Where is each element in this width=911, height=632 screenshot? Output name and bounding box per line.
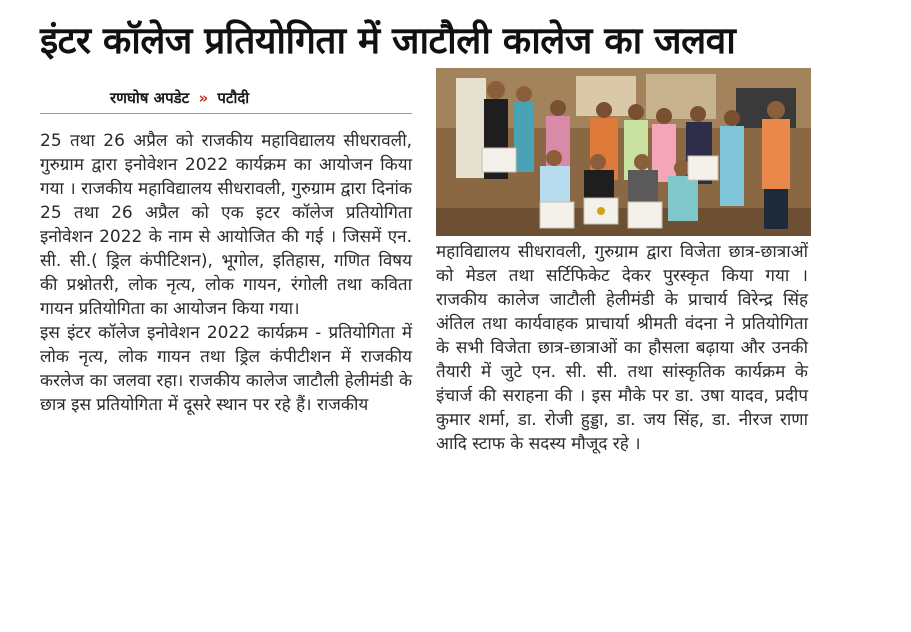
article-column-left — [40, 129, 412, 417]
byline — [110, 88, 249, 108]
article-column-right — [436, 240, 808, 456]
headline: इंटर कॉलेज प्रतियोगिता में जाटौली कालेज का जलवा — [40, 19, 736, 62]
byline-separator: » — [198, 89, 209, 107]
byline-source: रणघोष अपडेट — [110, 89, 190, 107]
byline-divider — [40, 113, 412, 114]
news-photo — [436, 68, 811, 236]
article-paragraph: इस इंटर कॉलेज इनोवेशन 2022 कार्यक्रम - प्रतियोगिता में लोक नृत्य, लोक गायन तथा ड्रिल कंपीटीशन में राजकीय करलेज का जलवा रहा। राजकीय कालेज जाटौली हेलीमंडी के छात्र इस प्रतियोगिता में दूसरे स्थान पर रहे हैं। राजकीय — [40, 323, 412, 415]
article-paragraph: 25 तथा 26 अप्रैल को राजकीय महाविद्यालय सीधरावली, गुरुग्राम द्वारा इनोवेशन 2022 कार्यक्रम का आयोजन किया गया । राजकीय महाविद्यालय सीधरावली, गुरुग्राम द्वारा दिनांक 25 तथा 26 अप्रैल को एक इटर कॉलेज प्रतियोगिता इनोवेशन 2022 के नाम से आयोजित की गई । जिसमें एन. सी. सी.( ड्रिल कंपीटिशन), भूगोल, इतिहास, गणित विषय की प्रश्नोतरी, लोक नृत्य, लोक गायन, रंगोली तथा कविता गायन प्रतियोगिता का आयोजन किया गया। — [40, 131, 412, 319]
group-photo-students-with-certificates-icon — [436, 68, 811, 236]
byline-location: पटौदी — [217, 89, 250, 107]
article-paragraph: महाविद्यालय सीधरावली, गुरुग्राम द्वारा विजेता छात्र-छात्राओं को मेडल तथा सर्टिफिकेट देकर पुरस्कृत किया गया । राजकीय कालेज जाटौली हेलीमंडी के प्राचार्य विरेन्द्र सिंह अंतिल तथा कार्यवाहक प्राचार्या श्रीमती वंदना ने प्रतियोगिता के सभी विजेता छात्र-छात्राओं का हौसला बढ़ाया और उनकी तैयारी में जुटे एन. सी. सी. तथा सांस्कृतिक कार्यक्रम के इंचार्ज की सराहना की । इस मौके पर डा. उषा यादव, प्रदीप कुमार शर्मा, डा. रोजी हुड्डा, डा. जय सिंह, डा. नीरज राणा आदि स्टाफ के सदस्य मौजूद रहे । — [436, 242, 808, 454]
